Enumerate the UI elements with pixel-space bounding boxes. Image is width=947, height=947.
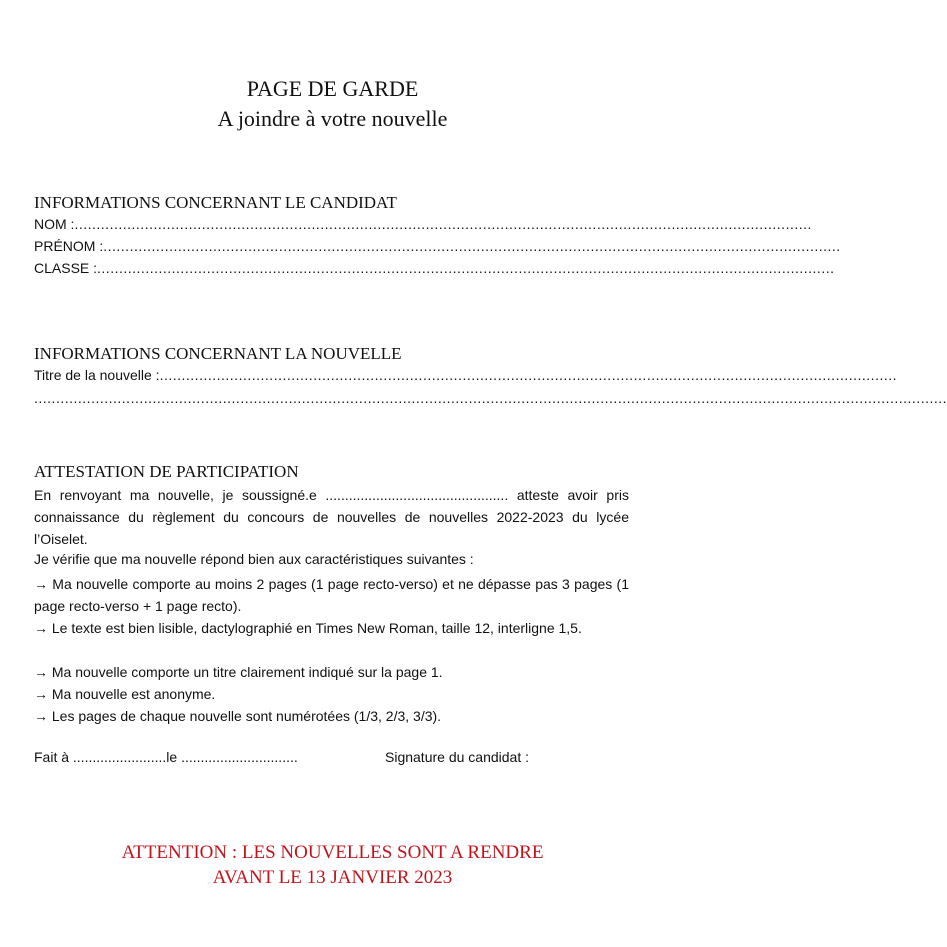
arrow-icon: →	[34, 576, 48, 592]
firstname-field[interactable]	[34, 238, 841, 254]
arrow-icon: →	[34, 708, 48, 724]
place-blank[interactable]: ........................	[72, 749, 167, 765]
class-blank: ........................................................................................................................................................................	[97, 260, 835, 276]
name-field[interactable]	[34, 216, 812, 232]
story-section-heading: INFORMATIONS CONCERNANT LA NOUVELLE	[34, 344, 402, 363]
arrow-icon: →	[34, 664, 48, 680]
check-item-text: Ma nouvelle comporte un titre clairement indiqué sur la page 1.	[51, 664, 443, 680]
signer-blank[interactable]: ...............................................	[325, 487, 509, 503]
signature-label: Signature du candidat :	[385, 749, 529, 765]
check-item	[34, 708, 441, 724]
story-title-field[interactable]	[34, 367, 898, 383]
attestation-heading: ATTESTATION DE PARTICIPATION	[34, 462, 299, 481]
firstname-blank: ........................................................................................................................................................................	[103, 238, 841, 254]
check-item-text: Le texte est bien lisible, dactylographié en Times New Roman, taille 12, interligne 1,5.	[51, 620, 582, 636]
made-at-label: Fait à	[34, 749, 73, 765]
check-item	[34, 664, 443, 680]
check-item	[34, 573, 629, 617]
check-item	[34, 617, 629, 639]
attestation-intro-before: En renvoyant ma nouvelle, je soussigné.e	[34, 487, 326, 503]
check-item	[34, 686, 215, 702]
story-title-blank: ........................................................................................................................................................................	[159, 367, 898, 383]
class-field[interactable]	[34, 260, 835, 276]
class-label: CLASSE :	[34, 260, 98, 276]
deadline-warning-line2: AVANT LE 13 JANVIER 2023	[212, 867, 453, 888]
date-label: le	[166, 749, 182, 765]
page-subtitle: A joindre à votre nouvelle	[217, 106, 448, 131]
deadline-warning-line1: ATTENTION : LES NOUVELLES SONT A RENDRE	[121, 842, 544, 863]
attestation-text	[34, 484, 629, 550]
candidate-section-heading: INFORMATIONS CONCERNANT LE CANDIDAT	[34, 193, 397, 212]
check-intro: Je vérifie que ma nouvelle répond bien aux caractéristiques suivantes :	[34, 551, 474, 567]
check-item-text: Les pages de chaque nouvelle sont numérotées (1/3, 2/3, 3/3).	[51, 708, 442, 724]
place-date-line	[34, 749, 298, 765]
date-blank[interactable]: ..............................	[181, 749, 298, 765]
attestation-intro-after: atteste avoir pris connaissance du règlement du concours de nouvelles de nouvelles 2022-2023 du lycée l’Oiselet.	[34, 487, 629, 547]
check-item-text: Ma nouvelle est anonyme.	[51, 686, 216, 702]
firstname-label: PRÉNOM :	[34, 238, 104, 254]
arrow-icon: →	[34, 620, 48, 636]
story-title-continuation-field[interactable]	[34, 390, 947, 406]
story-title-label: Titre de la nouvelle :	[34, 367, 160, 383]
story-title-blank-2: ................................................................................................................................................................................................................	[34, 390, 947, 406]
name-blank: ........................................................................................................................................................................	[74, 216, 812, 232]
page-title: PAGE DE GARDE	[246, 76, 419, 101]
check-item-text: Ma nouvelle comporte au moins 2 pages (1 page recto-verso) et ne dépasse pas 3 pages (1 page recto-verso + 1 page recto).	[34, 576, 629, 614]
arrow-icon: →	[34, 686, 48, 702]
name-label: NOM :	[34, 216, 75, 232]
